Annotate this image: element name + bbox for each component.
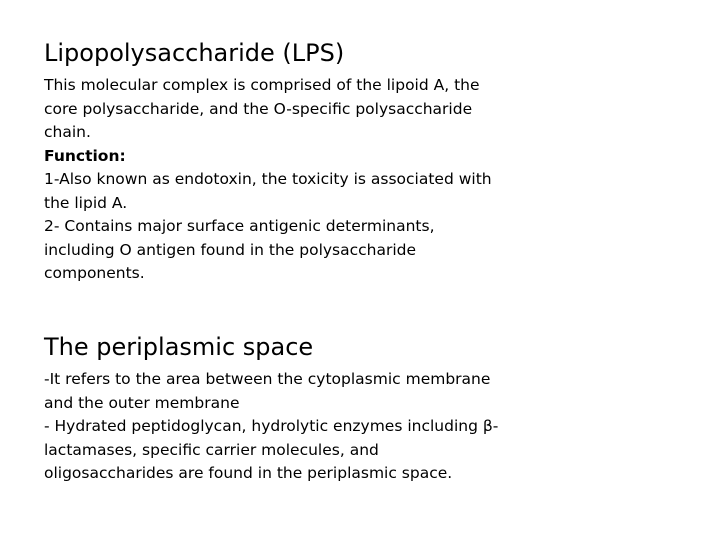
body-line: core polysaccharide, and the O-specific polysaccharide — [44, 99, 473, 118]
body-line: components. — [44, 264, 145, 282]
function-label: Function: — [44, 146, 126, 165]
body-line: including O antigen found in the polysaccharide — [44, 240, 417, 259]
section-title: Lipopolysaccharide (LPS) — [44, 39, 345, 67]
body-line: and the outer membrane — [44, 393, 240, 412]
body-line: oligosaccharides are found in the periplasmic space. — [44, 464, 453, 482]
body-line: 2- Contains major surface antigenic determinants, — [44, 217, 435, 235]
section-title: The periplasmic space — [44, 333, 314, 361]
body-line: This molecular complex is comprised of the lipoid A, the — [44, 76, 480, 94]
body-line: - Hydrated peptidoglycan, hydrolytic enzymes including β- — [44, 417, 499, 435]
section-lps — [44, 36, 544, 286]
body-line: -It refers to the area between the cytoplasmic membrane — [44, 370, 491, 388]
section-periplasmic-space — [44, 330, 544, 486]
body-line: the lipid A. — [44, 193, 128, 212]
body-line: lactamases, specific carrier molecules, and — [44, 440, 379, 459]
body-line: 1-Also known as endotoxin, the toxicity is associated with — [44, 170, 492, 188]
body-line: chain. — [44, 123, 91, 141]
